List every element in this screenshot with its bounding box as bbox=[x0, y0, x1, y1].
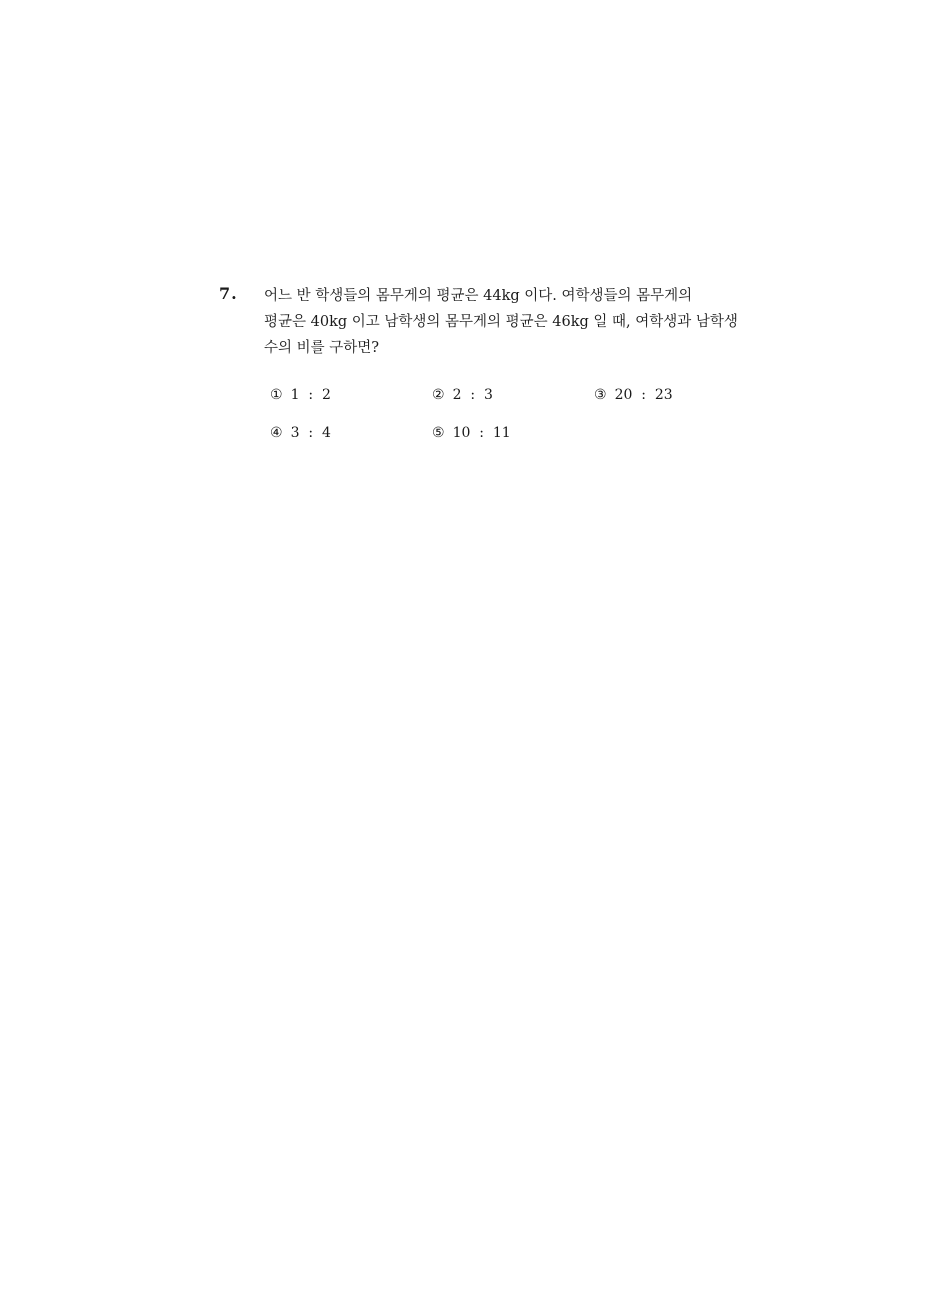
choice-marker: ③ bbox=[594, 387, 607, 403]
choice-marker: ④ bbox=[270, 425, 283, 441]
choice-marker: ① bbox=[270, 387, 283, 403]
question-number: 7. bbox=[219, 284, 238, 303]
choice-5[interactable] bbox=[432, 425, 511, 441]
question-text bbox=[264, 283, 764, 361]
choice-text: 1 : 2 bbox=[290, 387, 331, 403]
choice-text: 10 : 11 bbox=[452, 425, 511, 441]
question-text-line: 어느 반 학생들의 몸무게의 평균은 44kg 이다. 여학생들의 몸무게의 bbox=[264, 288, 693, 304]
choice-text: 20 : 23 bbox=[614, 387, 673, 403]
question-text-line: 수의 비를 구하면? bbox=[264, 340, 380, 356]
choice-marker: ② bbox=[432, 387, 445, 403]
question-text-line: 평균은 40kg 이고 남학생의 몸무게의 평균은 46kg 일 때, 여학생과 남학생 bbox=[264, 314, 738, 330]
choice-3[interactable] bbox=[594, 387, 673, 403]
choice-4[interactable] bbox=[270, 425, 331, 441]
choice-text: 3 : 4 bbox=[290, 425, 331, 441]
choice-2[interactable] bbox=[432, 387, 493, 403]
choice-marker: ⑤ bbox=[432, 425, 445, 441]
choice-1[interactable] bbox=[270, 387, 331, 403]
choice-text: 2 : 3 bbox=[452, 387, 493, 403]
